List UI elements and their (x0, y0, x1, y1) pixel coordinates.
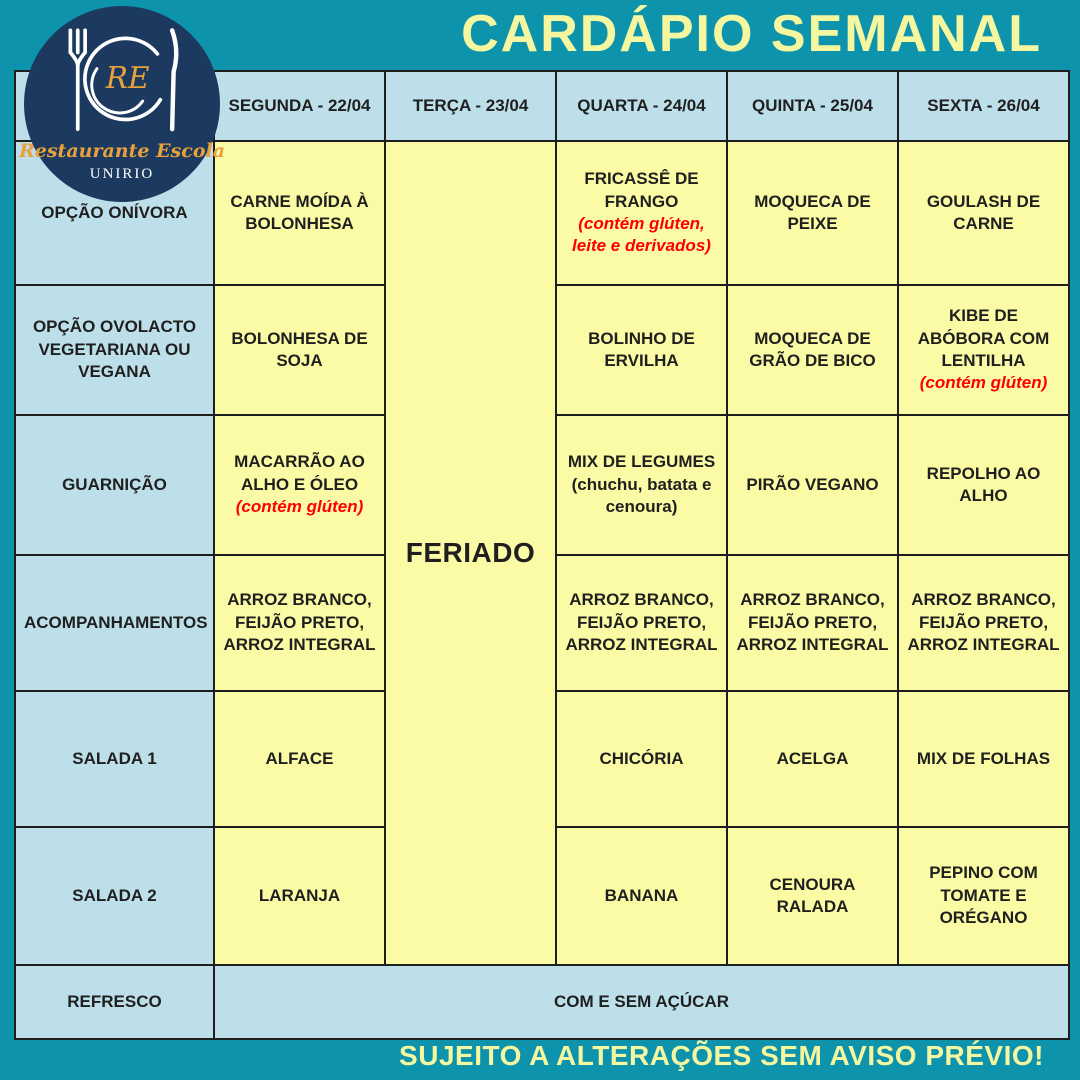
allergen-note: (contém glúten) (919, 373, 1048, 393)
dish-text: MACARRÃO AO ALHO E ÓLEO (234, 452, 365, 494)
dish-text: FRICASSÊ DE FRANGO (584, 169, 699, 211)
dish-text: CENOURA RALADA (769, 874, 856, 916)
dish-cell (556, 691, 727, 827)
dish-text: KIBE DE ABÓBORA COM LENTILHA (917, 306, 1050, 370)
dish-cell (727, 691, 898, 827)
dish-text: ALFACE (265, 748, 334, 768)
dish-cell (214, 141, 385, 285)
day-header-quarta: QUARTA - 24/04 (556, 71, 727, 141)
dish-text: BOLONHESA DE SOJA (231, 328, 368, 370)
dish-cell (898, 827, 1069, 965)
dish-text: LARANJA (258, 885, 341, 905)
dish-text: MIX DE LEGUMES (chuchu, batata e cenoura) (567, 452, 716, 517)
dish-cell (214, 555, 385, 691)
dish-cell (727, 555, 898, 691)
row-label-refresco: REFRESCO (15, 965, 214, 1039)
dish-cell (898, 285, 1069, 415)
plate-fork-knife-icon (47, 20, 197, 138)
row-label-onivora: OPÇÃO ONÍVORA (15, 141, 214, 285)
dish-cell (556, 555, 727, 691)
logo-name: Restaurante Escola (18, 140, 226, 162)
dish-cell (727, 285, 898, 415)
dish-cell (898, 555, 1069, 691)
dish-cell (556, 415, 727, 555)
dish-text: PIRÃO VEGANO (746, 474, 879, 494)
dish-cell (727, 141, 898, 285)
dish-text: BANANA (604, 885, 679, 905)
allergen-note: (contém glúten, leite e derivados) (572, 214, 711, 256)
page-title: CARDÁPIO SEMANAL (461, 5, 1042, 63)
dish-cell (898, 691, 1069, 827)
dish-text: MIX DE FOLHAS (916, 748, 1051, 768)
dish-text: PEPINO COM TOMATE E ORÉGANO (929, 863, 1038, 928)
dish-cell (214, 415, 385, 555)
refresco-value-cell: COM E SEM AÇÚCAR (214, 965, 1069, 1039)
row-label-acompanhamentos: ACOMPANHAMENTOS (15, 555, 214, 691)
dish-cell (214, 827, 385, 965)
dish-text: ARROZ BRANCO, FEIJÃO PRETO, ARROZ INTEGRAL (736, 590, 889, 655)
footer-disclaimer: SUJEITO A ALTERAÇÕES SEM AVISO PRÉVIO! (399, 1040, 1044, 1071)
dish-cell (556, 141, 727, 285)
day-header-terca: TERÇA - 23/04 (385, 71, 556, 141)
dish-text: BOLINHO DE ERVILHA (588, 328, 695, 370)
day-header-sexta: SEXTA - 26/04 (898, 71, 1069, 141)
dish-text: ARROZ BRANCO, FEIJÃO PRETO, ARROZ INTEGRAL (223, 590, 376, 655)
dish-text: CARNE MOÍDA À BOLONHESA (230, 191, 369, 233)
restaurant-logo (18, 6, 226, 202)
refresco-row (15, 965, 1069, 1039)
logo-org: UNIRIO (89, 166, 155, 182)
dish-text: ARROZ BRANCO, FEIJÃO PRETO, ARROZ INTEGRAL (907, 590, 1060, 655)
day-header-quinta: QUINTA - 25/04 (727, 71, 898, 141)
dish-text: CHICÓRIA (599, 748, 684, 768)
dish-text: ACELGA (776, 748, 849, 768)
dish-text: MOQUECA DE PEIXE (754, 191, 871, 233)
dish-cell (898, 415, 1069, 555)
day-header-segunda: SEGUNDA - 22/04 (214, 71, 385, 141)
dish-cell (214, 691, 385, 827)
row-label-salada1: SALADA 1 (15, 691, 214, 827)
dish-text: REPOLHO AO ALHO (926, 463, 1041, 505)
logo-monogram: RE (105, 60, 150, 95)
dish-text: GOULASH DE CARNE (926, 191, 1041, 233)
holiday-cell: FERIADO (385, 141, 556, 965)
allergen-note: (contém glúten) (235, 497, 364, 517)
dish-cell (214, 285, 385, 415)
dish-cell (556, 827, 727, 965)
row-label-salada2: SALADA 2 (15, 827, 214, 965)
dish-cell (898, 141, 1069, 285)
dish-text: ARROZ BRANCO, FEIJÃO PRETO, ARROZ INTEGRAL (565, 590, 718, 655)
dish-cell (556, 285, 727, 415)
row-label-ovolacto: OPÇÃO OVOLACTO VEGETARIANA OU VEGANA (15, 285, 214, 415)
weekly-menu-table (14, 70, 1070, 1040)
row-label-guarnicao: GUARNIÇÃO (15, 415, 214, 555)
dish-cell (727, 827, 898, 965)
dish-text: MOQUECA DE GRÃO DE BICO (749, 328, 876, 370)
dish-cell (727, 415, 898, 555)
